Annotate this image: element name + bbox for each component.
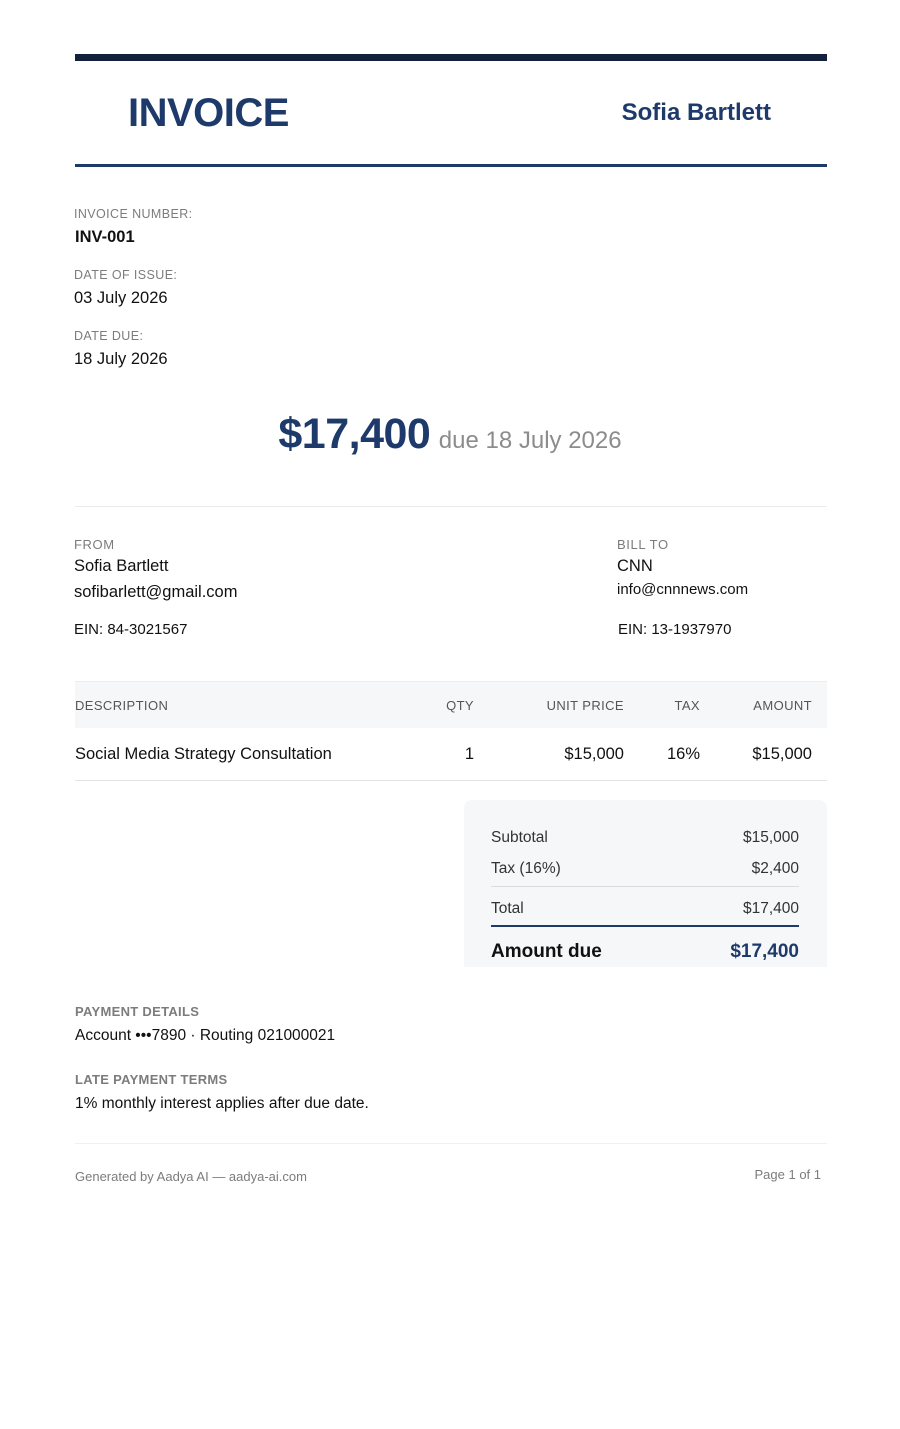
late-terms-title: LATE PAYMENT TERMS (75, 1072, 228, 1087)
item-description: Social Media Strategy Consultation (75, 745, 332, 763)
from-label: FROM (74, 537, 115, 552)
from-email: sofibarlett@gmail.com (74, 583, 238, 601)
invoice-number: INV-001 (75, 228, 135, 246)
issue-date-label: DATE OF ISSUE: (74, 268, 178, 282)
invoice-header (75, 61, 827, 167)
summary-divider (491, 886, 799, 887)
bill-to-email: info@cnnnews.com (617, 581, 749, 598)
payment-details-text: Account •••7890 · Routing 021000021 (75, 1027, 336, 1044)
invoice-title: INVOICE (128, 91, 289, 135)
column-header-qty: QTY (446, 698, 474, 713)
column-header-amount: AMOUNT (753, 698, 812, 713)
column-header-tax: TAX (674, 698, 700, 713)
tax-value: $2,400 (751, 860, 799, 877)
total-label: Total (491, 900, 524, 917)
issue-date: 03 July 2026 (74, 289, 168, 307)
totals-summary (464, 800, 827, 967)
tax-label: Tax (16%) (491, 860, 561, 877)
item-tax: 16% (666, 745, 700, 763)
late-terms-text: 1% monthly interest applies after due date. (75, 1095, 369, 1112)
payment-details-title: PAYMENT DETAILS (75, 1004, 200, 1019)
subtotal-label: Subtotal (491, 829, 548, 846)
top-rule (75, 54, 827, 61)
section-divider (75, 506, 827, 507)
from-name: Sofia Bartlett (74, 557, 169, 575)
total-value: $17,400 (742, 900, 799, 917)
line-items-header (75, 681, 827, 728)
footer-generated: Generated by Aadya AI — aadya-ai.com (75, 1169, 307, 1184)
column-header-unit-price: UNIT PRICE (546, 698, 624, 713)
bill-to-name: CNN (617, 557, 653, 575)
footer-page-number: Page 1 of 1 (754, 1167, 821, 1182)
hero-due-text: due 18 July 2026 (438, 427, 622, 454)
amount-due-value: $17,400 (730, 941, 799, 962)
due-date-label: DATE DUE: (74, 329, 144, 343)
item-unit-price: $15,000 (564, 745, 624, 763)
hero-amount-due (0, 410, 900, 459)
table-row (75, 728, 827, 781)
from-ein: EIN: 84-3021567 (74, 621, 188, 638)
subtotal-value: $15,000 (742, 829, 799, 846)
total-divider (491, 925, 799, 927)
issuer-name: Sofia Bartlett (621, 99, 771, 126)
invoice-number-label: INVOICE NUMBER: (74, 207, 193, 221)
bill-to-label: BILL TO (617, 537, 669, 552)
hero-amount: $17,400 (278, 410, 431, 458)
due-date: 18 July 2026 (74, 350, 168, 368)
column-header-description: DESCRIPTION (75, 698, 169, 713)
amount-due-label: Amount due (491, 941, 602, 962)
footer-divider (75, 1143, 827, 1144)
item-amount: $15,000 (752, 745, 812, 763)
bill-to-ein: EIN: 13-1937970 (618, 621, 732, 638)
item-qty: 1 (464, 745, 474, 763)
